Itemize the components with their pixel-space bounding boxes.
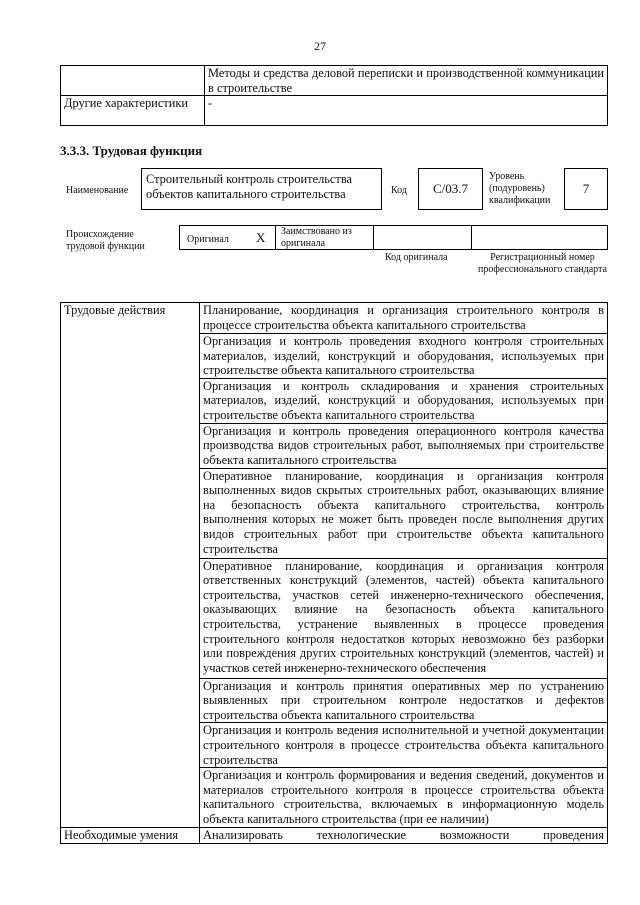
labor-action-item: Оперативное планирование, координация и организация контроля ответственных конструкций (элементов, частей) объекта капитального строительства, участков сетей инженерно-технического обеспечения, оказывающих влияние на безопасность объекта капитального строительства, устранение выявленных в процессе проведения строительного контроля недостатков которых невозможно без разборки или повреждения других строительных конструкций (элементов, частей) и участков сетей инженерно-технического обеспечения [200,558,608,678]
labor-actions-label: Трудовые действия [61,303,200,828]
labor-action-item: Организация и контроль проведения операционного контроля качества производства видов строительных работ, выполняемых при строительстве объекта капитального строительства [200,423,608,468]
function-name-box: Строительный контроль строительства объектов капитального строительства [141,168,382,210]
labor-action-item: Организация и контроль формирования и ведения сведений, документов и материалов строительного контроля в процессе строительства объекта капитального строительства, включаемых в информационную модель объекта капитального строительства (при ее наличии) [200,768,608,828]
origin-label: Происхождение трудовой функции [66,229,145,252]
name-label: Наименование [66,185,129,196]
borrowed-label: Заимствовано из оригинала [281,226,352,249]
empty-cell [61,66,205,96]
divider [373,226,374,249]
labor-action-item: Планирование, координация и организация строительного контроля в процессе строительства объекта капитального строительства [200,303,608,334]
code-label: Код [391,185,407,196]
original-mark: X [256,230,266,245]
function-code-box: С/03.7 [418,168,483,210]
page-number: 27 [314,39,326,53]
knowledge-table-continued [60,65,608,126]
other-characteristics-value: - [205,96,608,126]
code-original-caption: Код оригинала [385,252,448,263]
qualification-level-label: Уровень (подуровень) квалификации [489,171,551,206]
labor-action-item: Организация и контроль принятия оперативных мер по устранению выявленных при строительном контроле недостатков и дефектов строительства объекта капитального строительства [200,678,608,723]
labor-action-item: Оперативное планирование, координация и организация контроля выполненных видов скрытых строительных работ, оказывающих влияние на безопасность объекта капитального строительства, контроль выполнения которых не может быть проведен после выполнения других видов строительных работ при строительстве объекта капитального строительства [200,468,608,558]
origin-row [179,225,608,250]
skill-item: Анализировать технологические возможности проведения [200,828,608,844]
reg-number-caption: Регистрационный номер профессионального стандарта [478,252,607,275]
labor-action-item: Организация и контроль проведения входного контроля строительных материалов, изделий, конструкций и оборудования, используемых при строительстве объекта капитального строительства [200,334,608,379]
divider [471,226,472,249]
labor-action-item: Организация и контроль ведения исполнительной и учетной документации строительного контроля в процессе строительства объекта капитального строительства [200,723,608,768]
skills-label: Необходимые умения [61,828,200,844]
original-label: Оригинал [187,234,229,245]
section-title: 3.3.3. Трудовая функция [60,143,203,158]
qualification-level-box: 7 [564,168,608,210]
labor-action-item: Организация и контроль складирования и хранения строительных материалов, изделий, конструкций и оборудования, используемых при строительстве объекта капитального строительства [200,378,608,423]
divider [275,226,276,249]
labor-actions-table [60,302,608,844]
knowledge-item: Методы и средства деловой переписки и производственной коммуникации в строительстве [205,66,608,96]
other-characteristics-label: Другие характеристики [61,96,205,126]
